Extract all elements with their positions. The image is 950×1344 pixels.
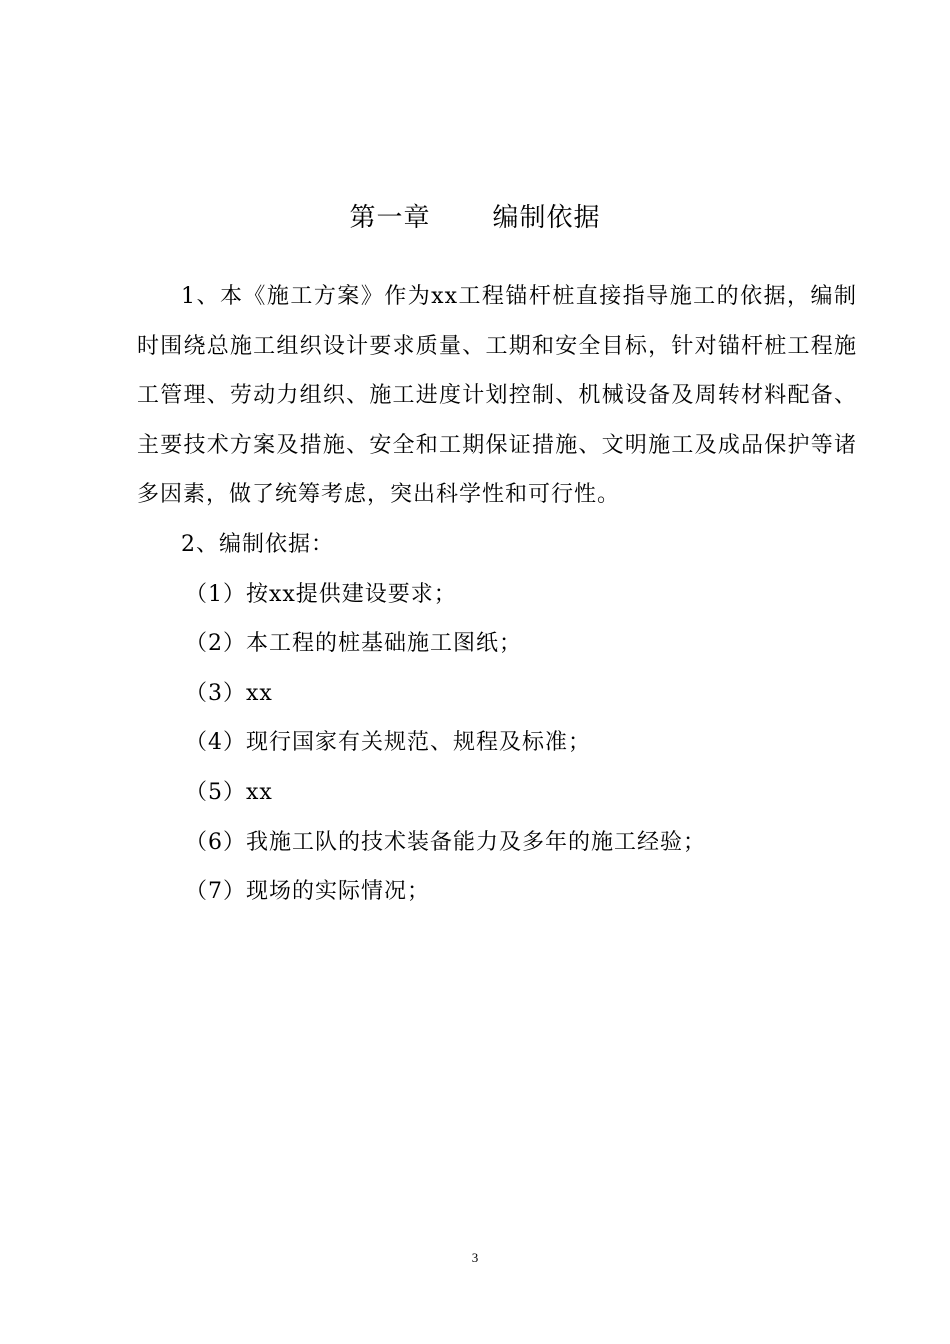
basis-item-2: （2）本工程的桩基础施工图纸； xyxy=(185,631,522,657)
basis-item-6: （6）我施工队的技术装备能力及多年的施工经验； xyxy=(185,829,706,855)
chapter-number: 第一章 xyxy=(349,203,431,233)
paragraph-basis-heading: 2、编制依据： xyxy=(181,531,334,557)
paragraph-purpose: 1、本《施工方案》作为xx工程锚杆桩直接指导施工的依据，编制时围绕总施工组织设计要求质量、工期和安全目标，针对锚杆桩工程施工管理、劳动力组织、施工进度计划控制、机械设备及周转材料配备、主要技术方案及措施、安全和工期保证措施、文明施工及成品保护等诸多因素，做了统筹考虑，突出科学性和可行性。 xyxy=(137,284,857,508)
document-body xyxy=(137,272,857,917)
chapter-name: 编制依据 xyxy=(492,203,601,233)
basis-item-1: （1）按xx提供建设要求； xyxy=(185,581,457,607)
basis-item-7: （7）现场的实际情况； xyxy=(185,879,430,905)
basis-item-3: （3）xx xyxy=(185,680,273,706)
basis-item-5: （5）xx xyxy=(185,779,273,805)
page-number: 3 xyxy=(471,1250,479,1265)
chapter-title xyxy=(0,198,950,238)
basis-item-4: （4）现行国家有关规范、规程及标准； xyxy=(185,730,591,756)
